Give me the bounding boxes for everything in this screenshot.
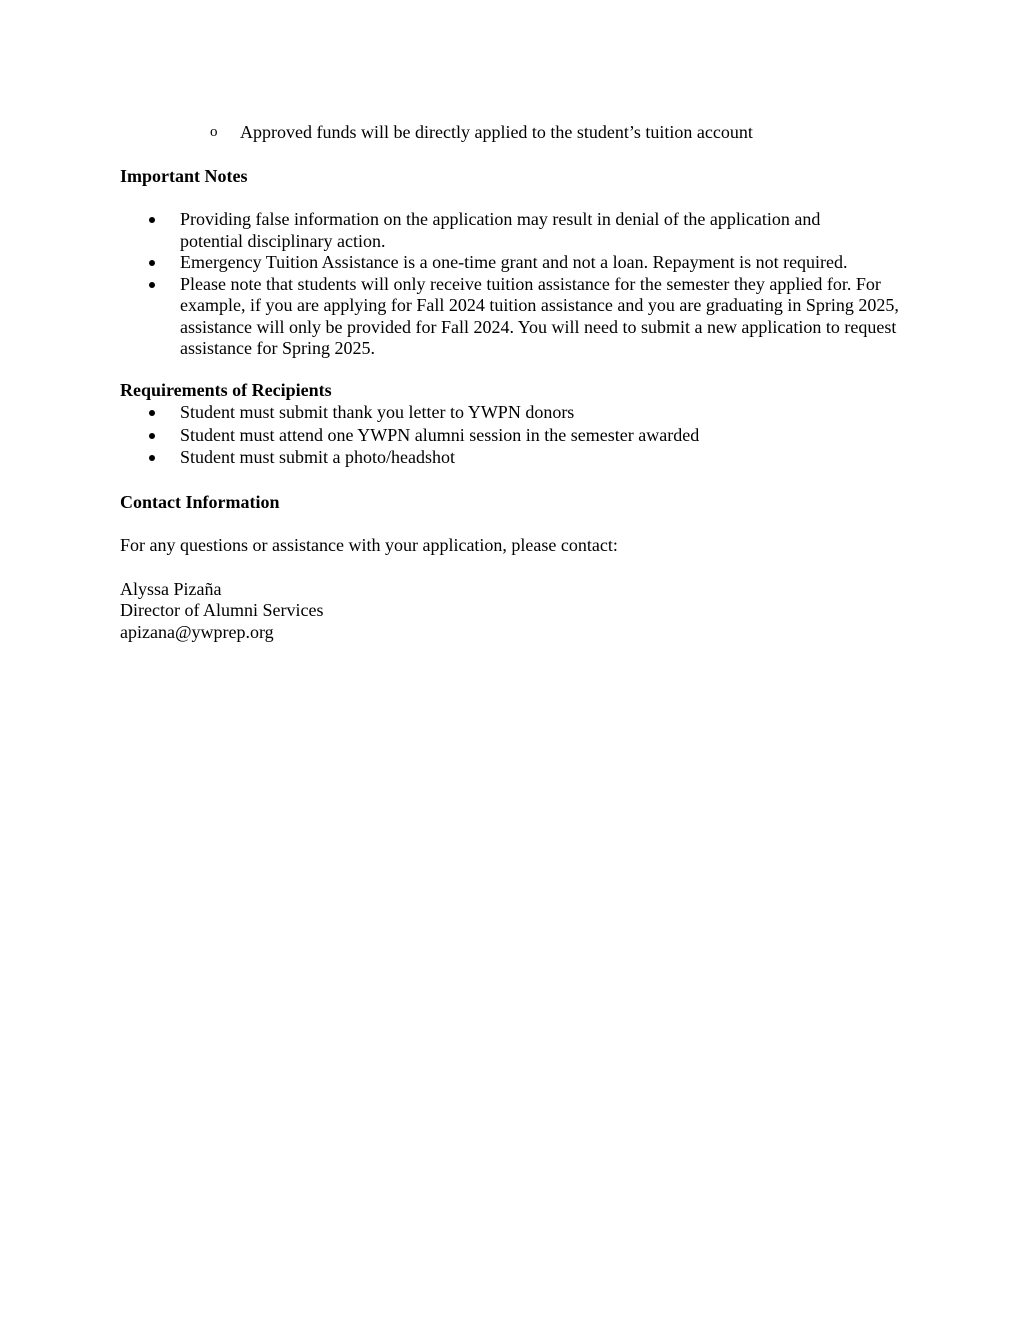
- bullet-dot: [149, 433, 155, 439]
- bullet-dot: [149, 410, 155, 416]
- approved-funds-item: [120, 122, 910, 144]
- contact-heading: Contact Information: [120, 491, 280, 512]
- important-note-2: Emergency Tuition Assistance is a one-time grant and not a loan. Repayment is not required.: [180, 252, 848, 272]
- approved-funds-text: Approved funds will be directly applied to the student’s tuition account: [240, 122, 753, 142]
- list-item: [120, 402, 910, 424]
- list-item: [120, 252, 910, 274]
- important-notes-heading: Important Notes: [120, 165, 248, 186]
- requirements-list: [120, 402, 910, 469]
- important-note-1: Providing false information on the application may result in denial of the application and potential disciplinary action.: [180, 209, 821, 251]
- list-item: [120, 274, 900, 360]
- important-notes-list: [120, 209, 910, 360]
- bullet-dot: [149, 282, 155, 288]
- list-item: [120, 425, 910, 447]
- sub-bullet-marker: o: [210, 124, 218, 140]
- contact-title: Director of Alumni Services: [120, 600, 324, 620]
- contact-intro: For any questions or assistance with your application, please contact:: [120, 535, 618, 555]
- requirement-3: Student must submit a photo/headshot: [180, 447, 455, 467]
- requirements-heading: Requirements of Recipients: [120, 379, 332, 400]
- requirement-2: Student must attend one YWPN alumni session in the semester awarded: [180, 424, 700, 445]
- bullet-dot: [149, 455, 155, 461]
- list-item: [120, 447, 910, 469]
- bullet-dot: [149, 260, 155, 266]
- important-note-3: Please note that students will only receive tuition assistance for the semester they applied for. For example, if you are applying for Fall 2024 tuition assistance and you are graduating in Spring 2025, assistance will only be provided for Fall 2024. You will need to submit a new application to request assistance for Spring 2025.: [180, 273, 899, 358]
- requirement-1: Student must submit thank you letter to YWPN donors: [180, 402, 575, 422]
- document-page: [120, 120, 910, 643]
- contact-name: Alyssa Pizaña: [120, 578, 222, 599]
- bullet-dot: [149, 217, 155, 223]
- list-item: [120, 209, 840, 252]
- contact-email[interactable]: apizana@ywprep.org: [120, 621, 274, 642]
